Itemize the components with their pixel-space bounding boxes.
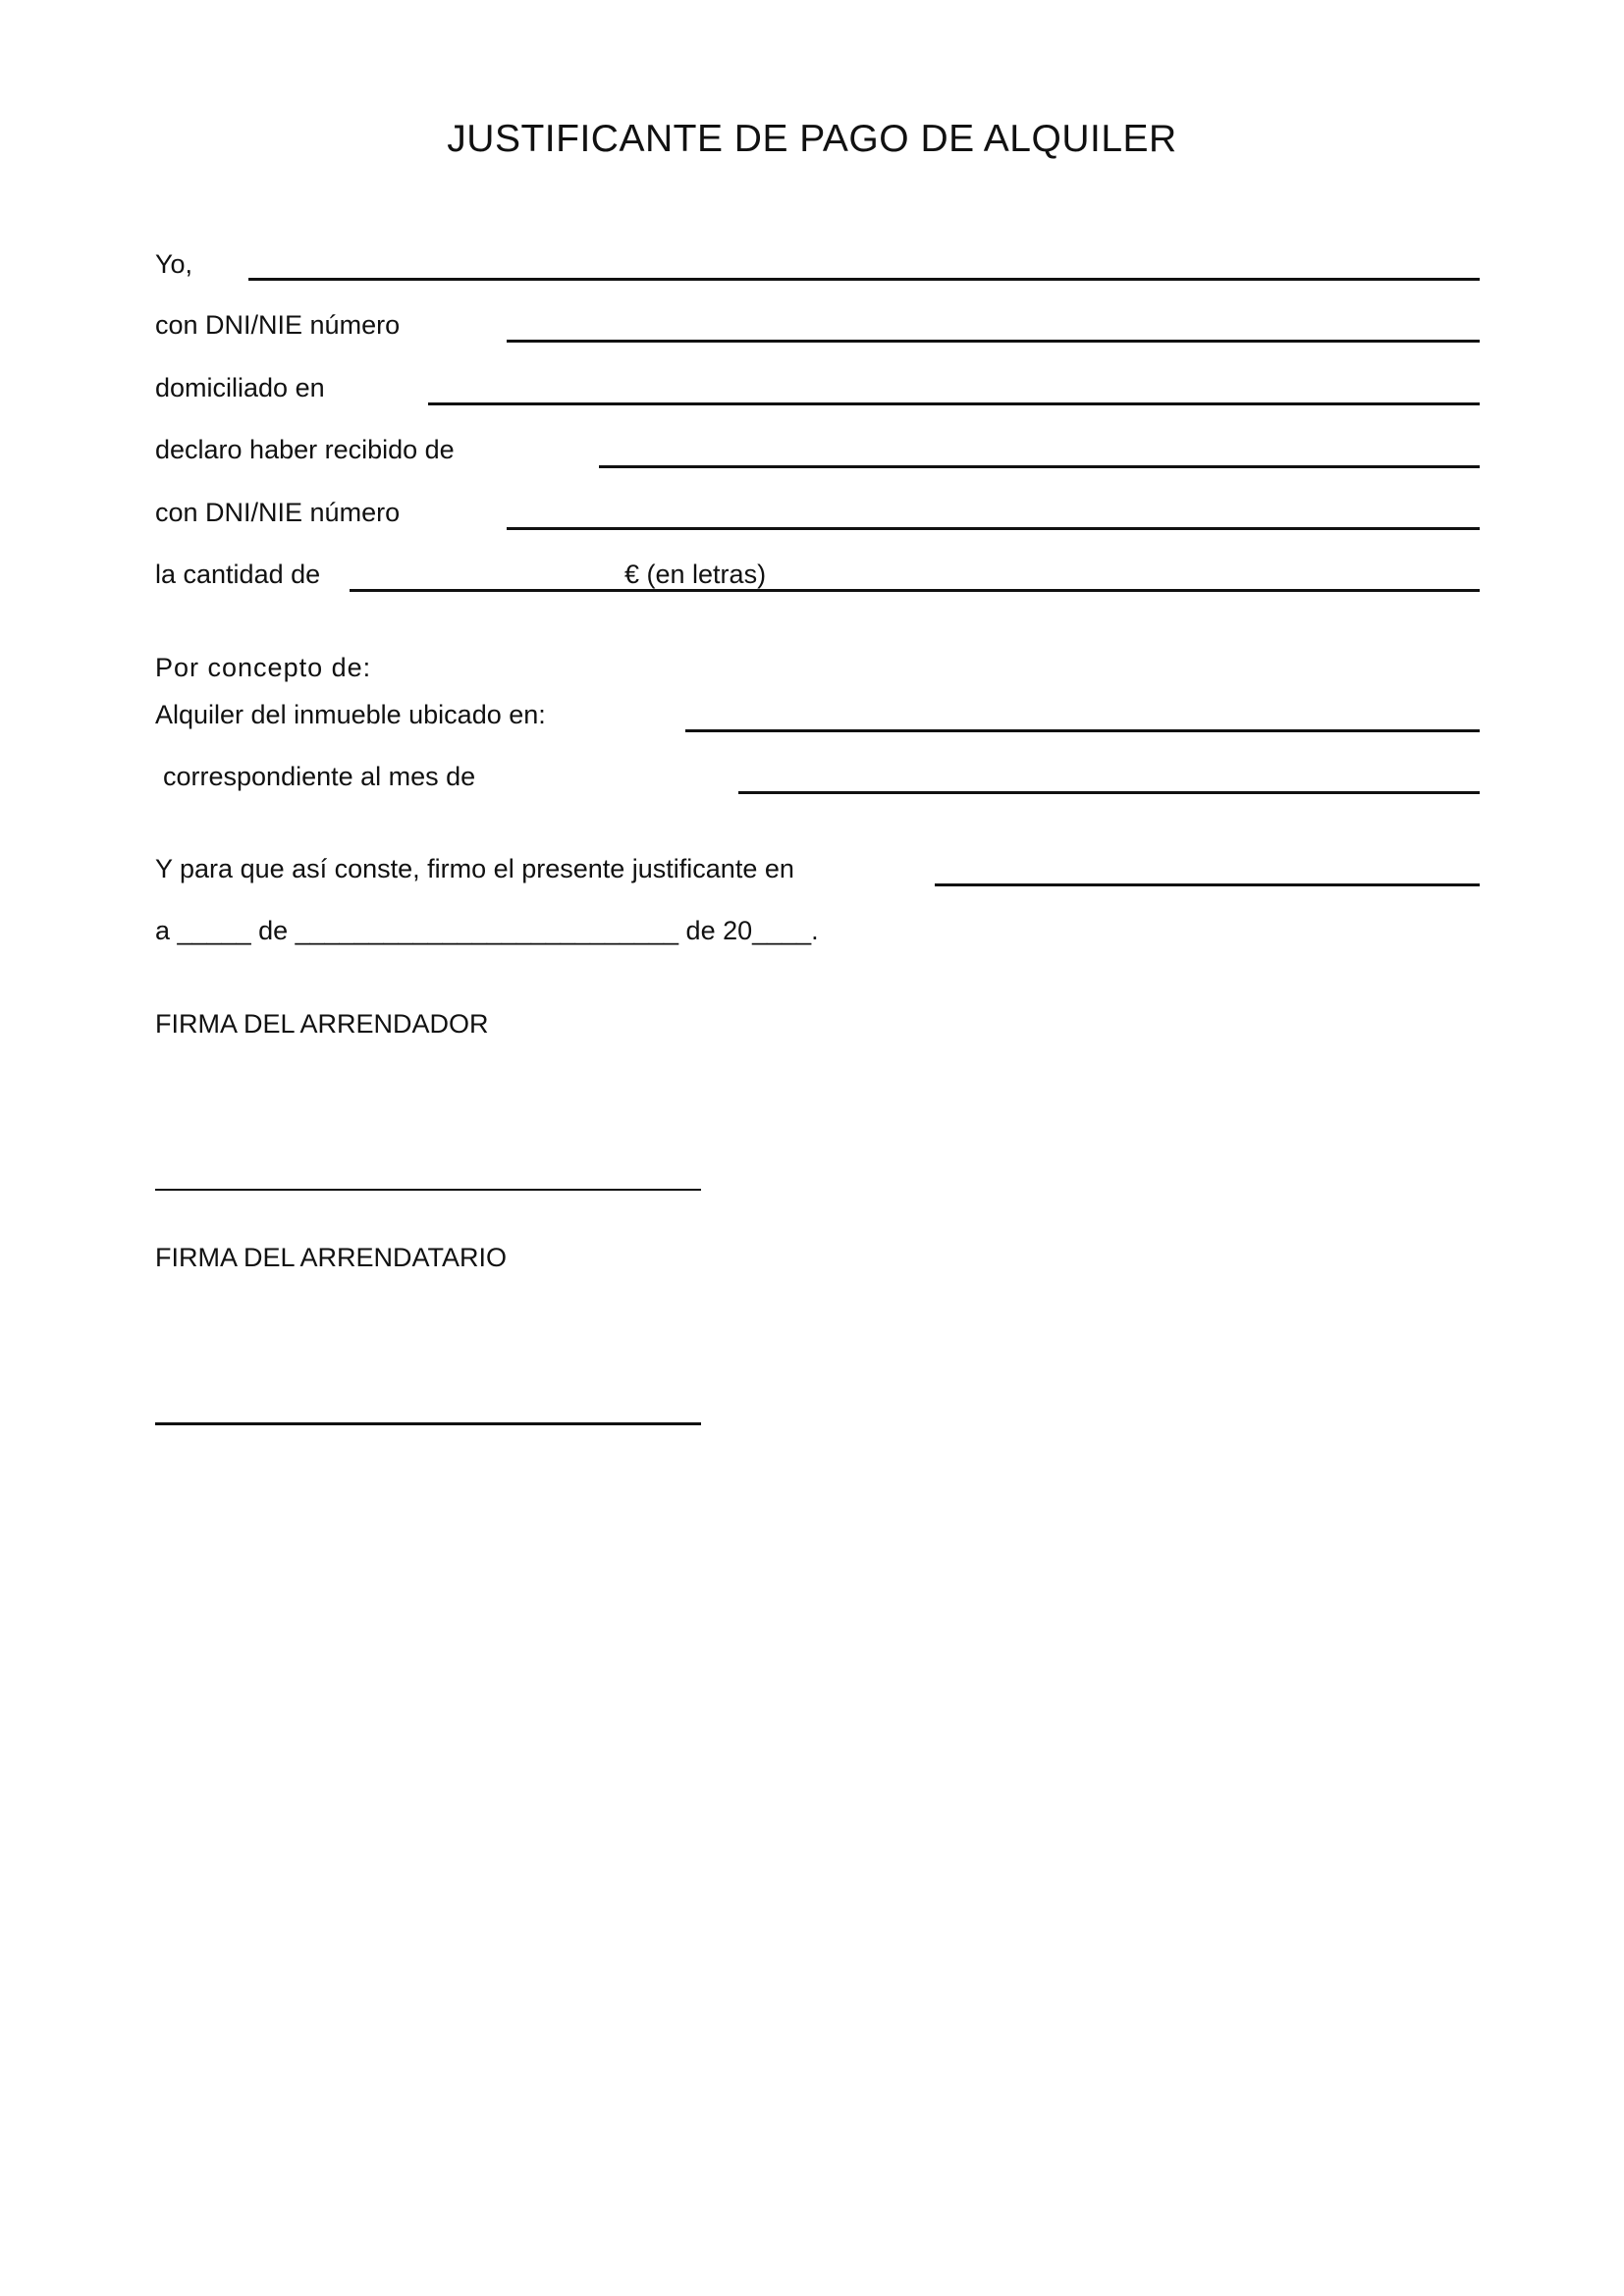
label-dni-1: con DNI/NIE número — [155, 310, 401, 340]
signature-label-arrendador: FIRMA DEL ARRENDADOR — [155, 1009, 489, 1039]
date-line: a _____ de __________________________ de 20____. — [155, 916, 819, 945]
field-line-inmueble[interactable] — [685, 729, 1480, 732]
field-line-cantidad[interactable] — [350, 589, 1480, 592]
field-line-yo[interactable] — [248, 278, 1480, 281]
label-domicilio: domiciliado en — [155, 373, 325, 402]
field-line-dni-2[interactable] — [507, 527, 1480, 530]
label-mes: correspondiente al mes de — [163, 762, 476, 791]
label-firma-lugar: Y para que así conste, firmo el presente justificante en — [155, 854, 794, 883]
label-inmueble: Alquiler del inmueble ubicado en: — [155, 700, 546, 729]
document-title: JUSTIFICANTE DE PAGO DE ALQUILER — [447, 118, 1177, 160]
field-line-lugar[interactable] — [935, 883, 1480, 886]
signature-line-arrendador[interactable] — [155, 1189, 701, 1191]
field-line-recibido[interactable] — [599, 465, 1480, 468]
label-recibido: declaro haber recibido de — [155, 435, 455, 464]
signature-line-arrendatario[interactable] — [155, 1422, 701, 1425]
label-cantidad: la cantidad de — [155, 560, 321, 589]
cantidad-currency-note: € (en letras) — [624, 560, 767, 589]
field-line-domicilio[interactable] — [428, 402, 1480, 405]
field-line-dni-1[interactable] — [507, 340, 1480, 343]
label-yo: Yo, — [155, 249, 193, 279]
signature-label-arrendatario: FIRMA DEL ARRENDATARIO — [155, 1243, 508, 1272]
label-dni-2: con DNI/NIE número — [155, 498, 401, 527]
concepto-heading: Por concepto de: — [155, 653, 372, 682]
field-line-mes[interactable] — [738, 791, 1480, 794]
